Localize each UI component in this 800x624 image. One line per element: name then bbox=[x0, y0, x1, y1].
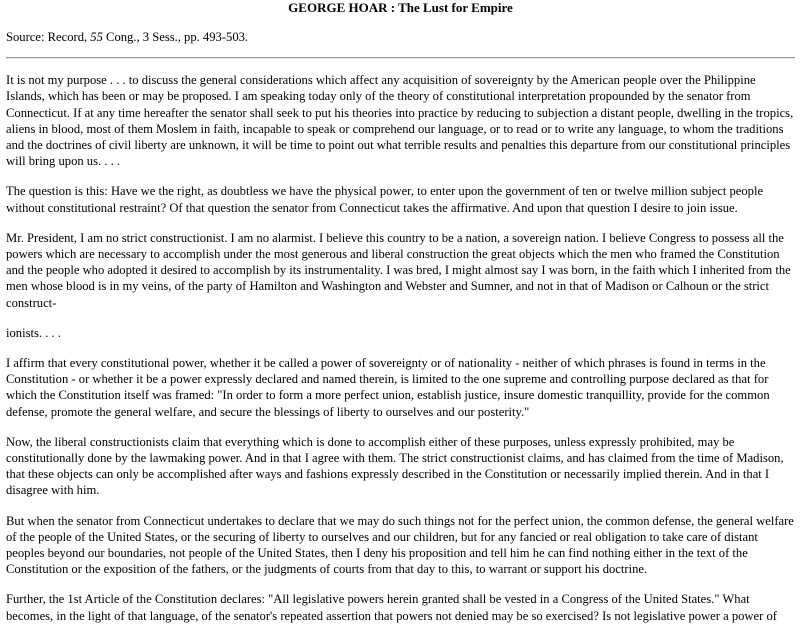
source-volume: 55 bbox=[90, 30, 103, 44]
paragraph-1: It is not my purpose . . . to discuss the general considerations which affect any acquisition of sovereignty by the American people over the Philippine Islands, which has been or may be proposed. I am speaking today only of the theory of constitutional interpretation propounded by the senator from Connecticut. If at any time hereafter the senator shall seek to put his theories into practice by reducing to subjection a distant people, dwelling in the tropics, aliens in blood, most of them Moslem in faith, incapable to speak or comprehend our language, or to read or to write any language, to whom the traditions and the doctrines of civil liberty are unknown, it will be time to point out what terrible results and penalties this departure from our constitutional principles will bring upon us. . . . bbox=[6, 73, 794, 169]
paragraph-2: The question is this: Have we the right, as doubtless we have the physical power, to enter upon the government of ten or twelve million subject people without constitutional restraint? Of that question the senator from Connecticut takes the affirmative. And upon that question I desire to join issue. bbox=[6, 184, 764, 215]
source-citation bbox=[6, 29, 795, 45]
paragraph-8: Further, the 1st Article of the Constitution declares: "All legislative powers herein granted shall be vested in a Congress of the United States." What becomes, in the light of that language, of the senator's repeated assertion that powers not denied may be so exercised? Is not legislative power a power of bbox=[6, 592, 777, 623]
paragraph-3: Mr. President, I am no strict constructionist. I am no alarmist. I believe this country to be a nation, a sovereign nation. I believe Congress to possess all the powers which are necessary to accomplish under the most generous and liberal construction the great objects which the men who framed the Constitution and the people who adopted it desired to accomplish by its instrumentality. I was bred, I might almost say I was born, in the faith which I inherited from the men whose blood is in my veins, of the party of Hamilton and Washington and Webster and Sumner, and not in that of Madison or Calhoun or the strict construct- bbox=[6, 230, 791, 310]
paragraph-6: Now, the liberal constructionists claim that everything which is done to accomplish either of these purposes, unless expressly prohibited, may be constitutionally done by the lawmaking power. And in that I agree with them. The strict constructionist claims, and has claimed from the time of Madison, that these objects can only be accomplished after ways and fashions expressly described in the Constitution or necessarily implied therein. And in that I disagree with him. bbox=[6, 434, 784, 498]
divider bbox=[6, 57, 795, 59]
source-suffix: Cong., 3 Sess., pp. 493-503. bbox=[102, 30, 249, 44]
paragraph-7: But when the senator from Connecticut undertakes to declare that we may do such things not for the perfect union, the common defense, the general welfare of the people of the United States, or the securing of liberty to ourselves and our children, but for any fancied or real obligation to take care of distant peoples beyond our boundaries, not people of the United States, then I deny his proposition and tell him he can find nothing either in the text of the Constitution or the exposition of the fathers, or the judgments of courts from that day to this, to warrant or support his doctrine. bbox=[6, 513, 794, 577]
paragraph-5: I affirm that every constitutional power, whether it be called a power of sovereignty or of nationality - neither of which phrases is found in terms in the Constitution - or whether it be a power expressly declared and named therein, is limited to the one supreme and controlling purpose declared as that for which the Constitution itself was framed: "In order to form a more perfect union, establish justice, insure domestic tranquillity, provide for the common defense, promote the general welfare, and secure the blessings of liberty to ourselves and our posterity." bbox=[6, 356, 770, 419]
document-title: GEORGE HOAR : The Lust for Empire bbox=[288, 0, 513, 15]
paragraph-4: ionists. . . . bbox=[6, 325, 61, 340]
source-prefix: Source: Record, bbox=[6, 30, 91, 44]
